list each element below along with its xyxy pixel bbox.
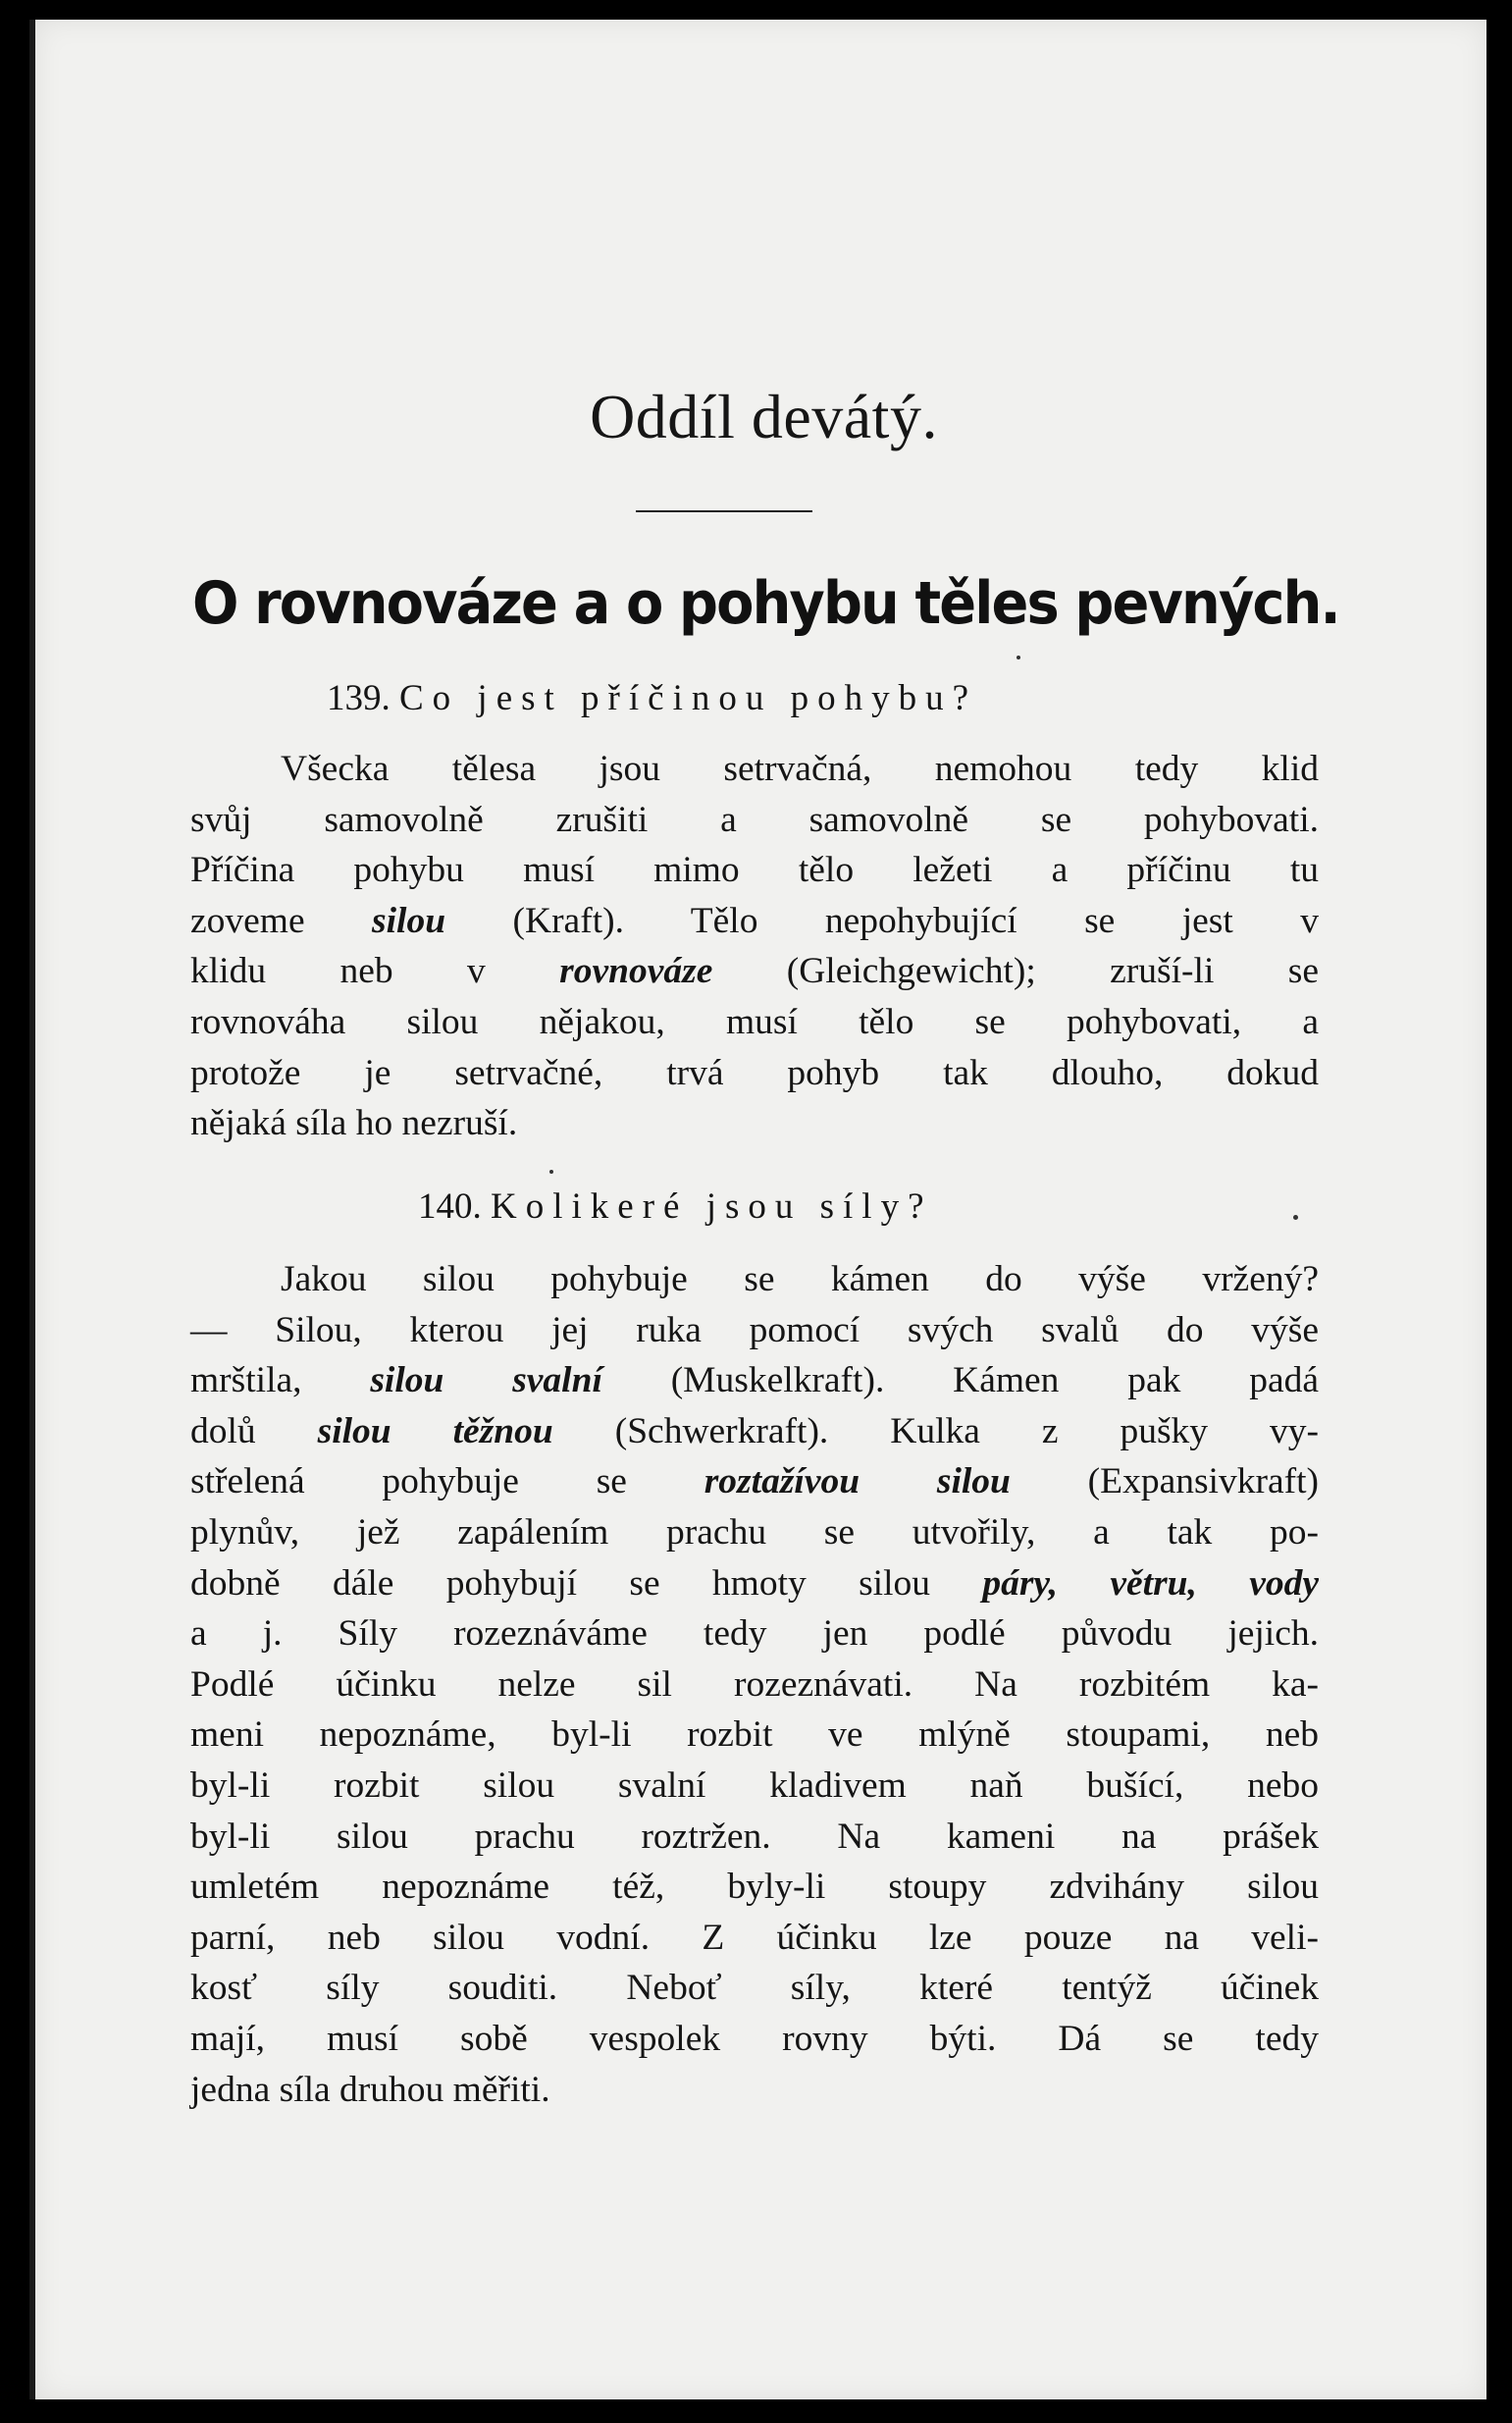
term-roztazivou-silou: roztažívou silou: [704, 1461, 1011, 1502]
answer-139-line-4: zoveme silou (Kraft). Tělo nepohybující se jest v: [190, 900, 1319, 941]
answer-140-line-9: Podlé účinku nelze sil rozeznávati. Na rozbitém ka-: [190, 1663, 1319, 1705]
scan-speck: [1017, 656, 1020, 659]
scan-speck: [549, 1170, 553, 1174]
answer-140-paragraph: [190, 1254, 1319, 2115]
answer-140-line-8: a j. Síly rozeznáváme tedy jen podlé původu jejich.: [190, 1613, 1319, 1655]
answer-140-line-2: — Silou, kterou jej ruka pomocí svých svalů do výše: [190, 1309, 1319, 1350]
answer-140-line-10: meni nepoznáme, byl-li rozbit ve mlýně stoupami, neb: [190, 1714, 1319, 1756]
term-rovnovaze: rovnováze: [559, 951, 713, 992]
title-divider: [636, 510, 812, 512]
answer-140-line-1: Jakou silou pohybuje se kámen do výše vržený?: [281, 1259, 1319, 1299]
book-page: [29, 20, 1486, 2399]
answer-140-line-7: dobně dále pohybují se hmoty silou páry, větru, vody: [190, 1562, 1319, 1604]
section-title: Oddíl devátý.: [590, 382, 938, 451]
answer-140-line-5: střelená pohybuje se roztažívou silou (Expansivkraft): [190, 1461, 1320, 1502]
answer-140-line-14: parní, neb silou vodní. Z účinku lze pouze na veli-: [190, 1917, 1319, 1958]
question-139-heading: [327, 677, 977, 719]
question-140-text: Kolikeré jsou síly?: [491, 1186, 933, 1227]
term-silou-svalni: silou svalní: [370, 1360, 602, 1401]
answer-140-line-11: byl-li rozbit silou svalní kladivem naň bušící, nebo: [190, 1765, 1319, 1806]
question-139-text: Co jest příčinou pohybu?: [399, 678, 978, 718]
answer-139-line-7: protože je setrvačné, trvá pohyb tak dlouho, dokud: [190, 1052, 1319, 1093]
answer-139-line-2: svůj samovolně zrušiti a samovolně se pohybovati.: [190, 799, 1319, 840]
answer-140-line-16: mají, musí sobě vespolek rovny býti. Dá se tedy: [190, 2018, 1319, 2059]
answer-139-line-8: nějaká síla ho nezruší.: [190, 1103, 518, 1144]
answer-139-line-5: klidu neb v rovnováze (Gleichgewicht); zruší-li se: [190, 951, 1319, 992]
answer-140-line-15: kosť síly souditi. Neboť síly, které tentýž účinek: [190, 1968, 1319, 2009]
question-140-number: 140.: [418, 1186, 482, 1227]
answer-140-line-4: dolů silou těžnou (Schwerkraft). Kulka z pušky vy-: [190, 1410, 1319, 1451]
question-139-number: 139.: [327, 678, 391, 718]
answer-140-line-13: umletém nepoznáme též, byly-li stoupy zdvihány silou: [190, 1867, 1319, 1908]
chapter-title: O rovnováze a o pohybu těles pevných.: [192, 569, 1339, 638]
answer-140-line-3: mrštila, silou svalní (Muskelkraft). Kámen pak padá: [190, 1360, 1319, 1401]
answer-140-line-12: byl-li silou prachu roztržen. Na kameni na prášek: [190, 1816, 1319, 1857]
answer-139-line-3: Příčina pohybu musí mimo tělo ležeti a příčinu tu: [190, 850, 1319, 891]
answer-139-paragraph: [190, 744, 1319, 1149]
question-140-heading: [418, 1185, 933, 1228]
answer-139-line-1: Všecka tělesa jsou setrvačná, nemohou tedy klid: [281, 749, 1319, 789]
term-silou: silou: [372, 900, 446, 941]
answer-139-line-6: rovnováha silou nějakou, musí tělo se pohybovati, a: [190, 1001, 1319, 1042]
term-pary-vetru-vody: páry, větru, vody: [982, 1562, 1319, 1604]
answer-140-line-6: plynův, jež zapálením prachu se utvořily, a tak po-: [190, 1511, 1319, 1553]
scan-speck: [1293, 1215, 1298, 1220]
answer-140-line-17: jedna síla druhou měřiti.: [190, 2069, 550, 2110]
term-silou-teznou: silou těžnou: [317, 1410, 553, 1451]
